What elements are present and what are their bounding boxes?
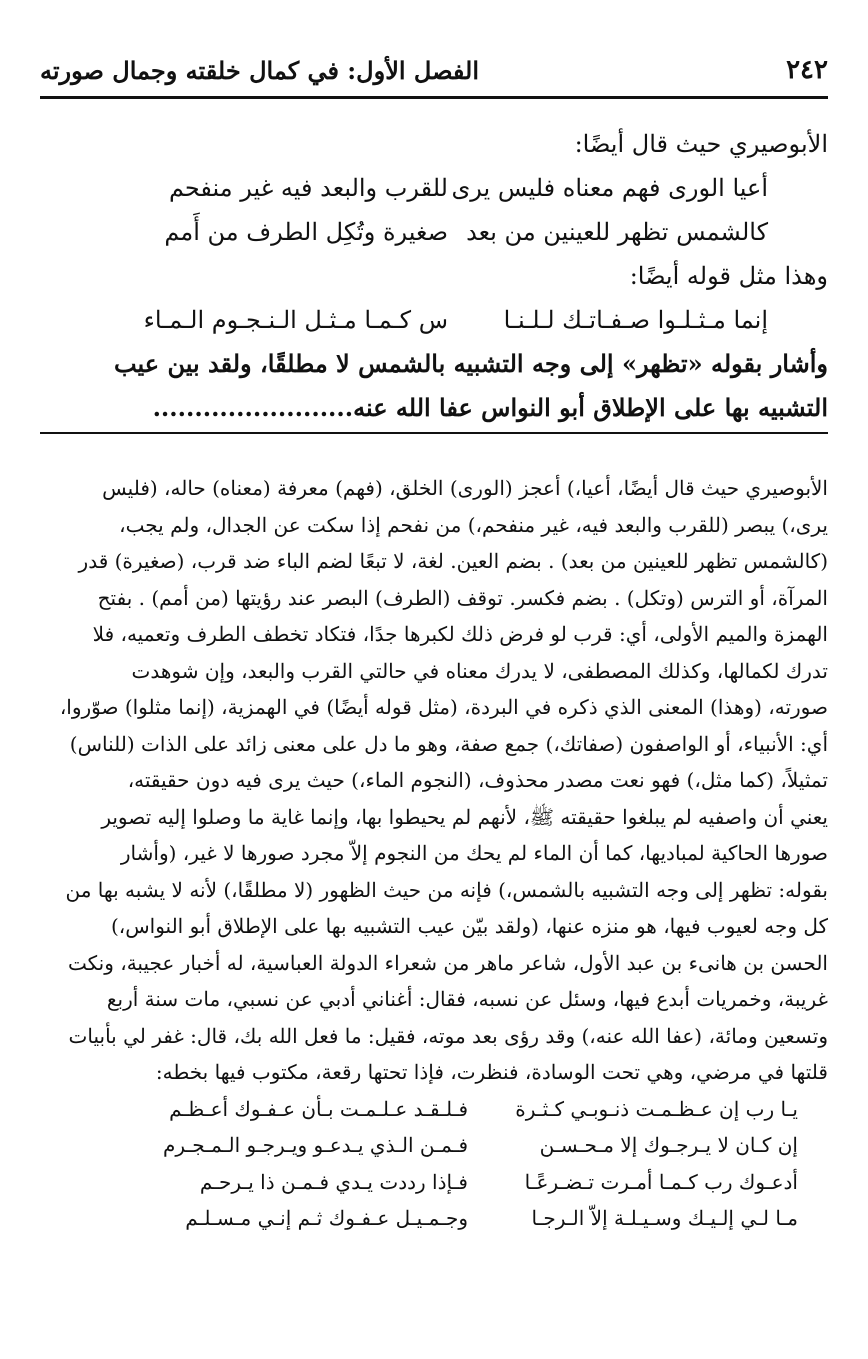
sharh-line: صورها الحاكية لمباديها، كما أن الماء لم يحك من النجوم إلاّ مجرد صورها لا غير، (وأشار	[120, 841, 828, 865]
poem-verse-4	[40, 1200, 828, 1237]
matn-closing-2: التشبيه بها على الإطلاق أبو النواس عفا الله عنه........................	[152, 393, 828, 422]
poem-hemistich-1: إن كـان لا يـرجـوك إلا مـحـسـن	[539, 1133, 798, 1157]
poem-hemistich-1: مـا لـي إلـيـك وسـيـلـة إلاّ الـرجـا	[531, 1206, 798, 1230]
page-header	[40, 48, 828, 92]
verse-hemistich-1: إنما مـثـلـوا صـفـاتـك لـلـنـا	[503, 306, 768, 334]
sharh-line: وتسعين ومائة، (عفا الله عنه،) وقد رؤى بعد موته، فقيل: ما فعل الله بك، قال: غفر لي بأبيات	[68, 1023, 828, 1048]
poem-hemistich-2: فـلـقـد عـلـمـت بـأن عـفـوك أعـظـم	[169, 1096, 468, 1121]
poem-hemistich-2: وجـمـيـل عـفـوك ثـم إنـي مـسـلـم	[185, 1206, 468, 1230]
verse-hemistich-2: س كـمـا مـثـل الـنـجـوم الـمـاء	[143, 306, 448, 334]
poem-hemistich-1: يـا رب إن عـظـمـت ذنـوبـي كـثـرة	[515, 1096, 798, 1121]
poem-verse-1	[40, 1091, 828, 1128]
poem-verse-2	[40, 1127, 828, 1164]
sharh-line: غريبة، وخمريات أبدع فيها، وسئل عن نسبه، فقال: أغناني أدبي عن نسبي، مات سنة أربع	[106, 987, 828, 1011]
sharh-line: الحسن بن هانىء بن عبد الأول، شاعر ماهر من شعراء الدولة العباسية، له أخبار عجيبة، ونكت	[67, 950, 828, 975]
section-divider	[40, 432, 828, 434]
sharh-line: صورته، (وهذا) المعنى الذي ذكره في البردة، (مثل قوله أيضًا) في الهمزية، (إنما مثلوا) صوّروا،	[59, 695, 828, 719]
sharh-line: تمثيلاً، (كما مثل،) فهو نعت مصدر محذوف، (النجوم الماء،) حيث يرى فيه دون حقيقته،	[127, 768, 828, 792]
poem-hemistich-2: فـإذا رددت يـدي فـمـن ذا يـرحـم	[199, 1169, 468, 1194]
sharh-line: الهمزة والميم الأولى، أي: قرب لو فرض ذلك لكبرها جدًا، فتكاد تخطف الطرف وتعميه، فلا	[92, 622, 828, 646]
sharh-line: أي: الأنبياء، أو الواصفون (صفاتك،) جمع صفة، وهو ما دل على معنى زائد على الذات (للناس)	[69, 731, 828, 756]
verse-hemistich-2: صغيرة وتُكِل الطرف من أَمم	[164, 218, 448, 246]
matn-intro: الأبوصيري حيث قال أيضًا:	[574, 130, 828, 158]
sharh-line: الأبوصيري حيث قال أيضًا، أعيا،) أعجز (الورى) الخلق، (فهم) معرفة (معناه) حاله، (فليس	[102, 476, 828, 500]
poem-hemistich-2: فـمـن الـذي يـدعـو ويـرجـو الـمـجـرم	[163, 1133, 468, 1157]
sharh-line: (كالشمس تظهر للعينين من بعد) . بضم العين. لغة، لا تبعًا لضم الباء ضد قرب، (صغيرة) قدر	[78, 549, 828, 573]
poem-verse-3	[40, 1164, 828, 1201]
sharh-line: المرآة، أو الترس (وتكل) . بضم فكسر. توقف (الطرف) البصر عند رؤيتها (من أمم) . بفتح	[97, 585, 828, 610]
header-rule	[40, 96, 828, 99]
matn-verse-2	[40, 210, 828, 254]
sharh-section	[40, 470, 828, 1237]
sharh-line: تدرك لكمالها، وكذلك المصطفى، لا يدرك معناه في حالتي القرب والبعد، وإن شوهدت	[131, 658, 828, 683]
page-number: ٢٤٢	[786, 55, 828, 85]
sharh-line: كل وجه لعيوب فيها، هو منزه عنها، (ولقد بيّن عيب التشبيه بها على الإطلاق أبو النواس،)	[110, 914, 828, 938]
matn-mid: وهذا مثل قوله أيضًا:	[629, 262, 828, 290]
matn-closing-1: وأشار بقوله «تظهر» إلى وجه التشبيه بالشمس لا مطلقًا، ولقد بين عيب	[113, 349, 828, 378]
sharh-line: يرى،) يبصر (للقرب والبعد فيه، غير منفحم،) من نفحم إذا سكت عن الجدال، ولم يجب،	[119, 512, 828, 537]
matn-verse-3	[40, 298, 828, 342]
matn-verse-1	[40, 166, 828, 210]
verse-hemistich-1: كالشمس تظهر للعينين من بعد	[466, 218, 768, 246]
sharh-line: قلتها في مرضي، وهي تحت الوسادة، فنظرت، فإذا تحتها رقعة، مكتوب فيها بخطه:	[155, 1060, 828, 1084]
poem-hemistich-1: أدعـوك رب كـمـا أمـرت تـضـرعًـا	[524, 1169, 798, 1194]
chapter-title: الفصل الأول: في كمال خلقته وجمال صورته	[40, 55, 480, 85]
verse-hemistich-2: للقرب والبعد فيه غير منفحم	[168, 174, 448, 202]
verse-hemistich-1: أعيا الورى فهم معناه فليس يرى	[451, 174, 768, 202]
sharh-line: يعني أن واصفيه لم يبلغوا حقيقته ﷺ، لأنهم لم يحيطوا بها، وإنما غاية ما وصلوا إليه تصوير	[101, 804, 828, 829]
matn-section	[40, 122, 828, 430]
sharh-line: بقوله: تظهر إلى وجه التشبيه بالشمس،) فإنه من حيث الظهور (لا مطلقًا،) لأنه لا يشبه بها من	[65, 877, 828, 902]
